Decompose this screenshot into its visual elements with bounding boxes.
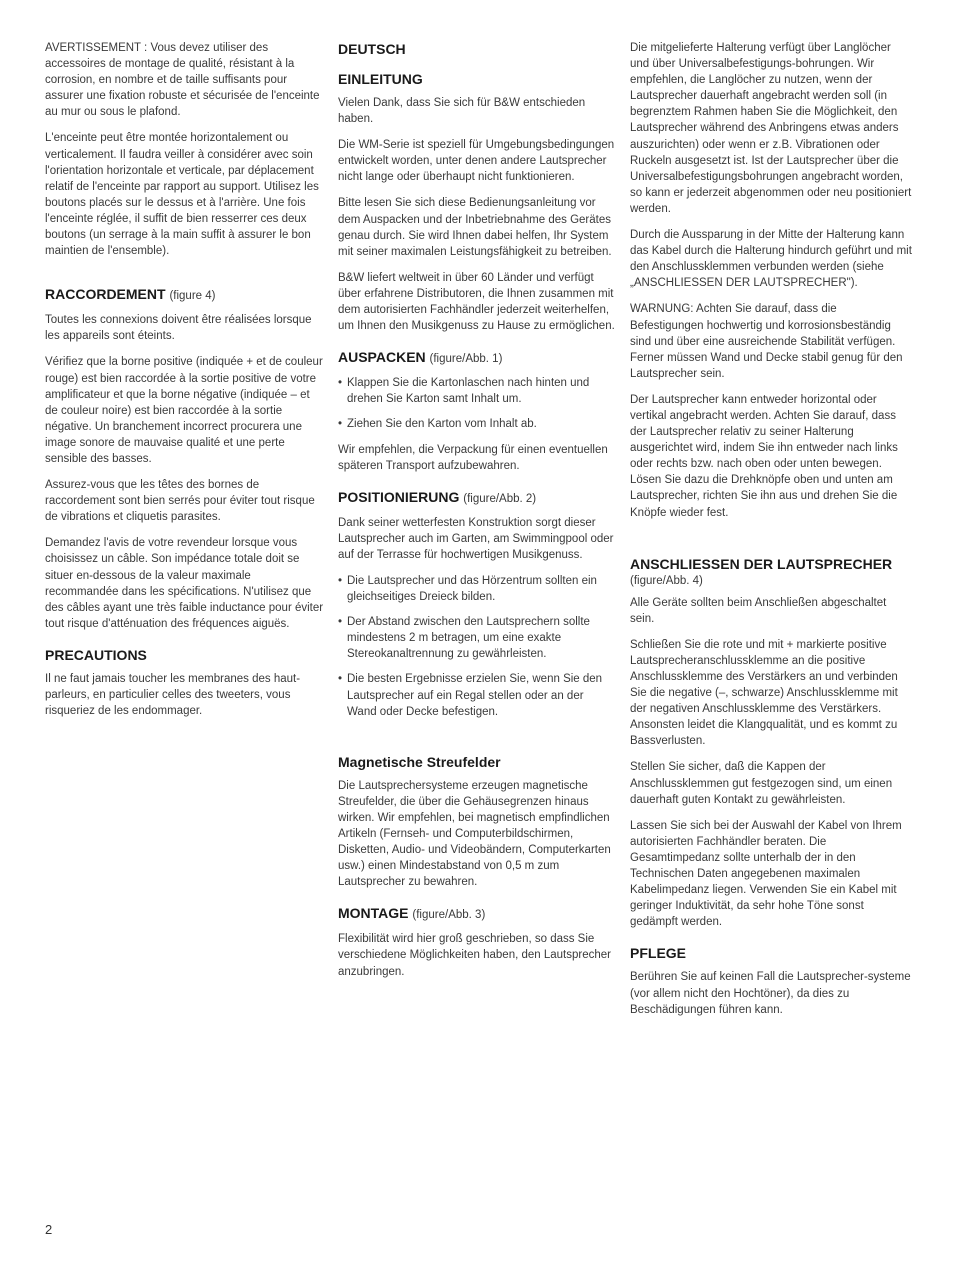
page-number: 2 [45, 1222, 53, 1237]
bullet-icon: • [338, 574, 343, 587]
bullet-icon: • [338, 616, 343, 629]
raccordement-heading: RACCORDEMENT (figure 4) [45, 286, 216, 303]
mounting-paragraph: L'enceinte peut être montée horizontalement ou verticalement. Il faudra veiller à considérer avec soin l'orientation horizontale et verticale, par déplacement relatif de l'enceinte par rapport au support. Utilisez les boutons placés sur le dessus et à l'arrière. Une fois l'enceinte réglée, il suffit de bien resserrer ces deux boutons (un serrage à la main suffit à assurer le bon maintien de l'ensemble). [45, 132, 319, 258]
list-item: • Der Abstand zwischen den Lautsprechern sollte mindestens 2 m betragen, um eine exakte Stereokanaltrennung zu gewährleisten. [338, 616, 590, 661]
paragraph: Die mitgelieferte Halterung verfügt über Langlöcher und über Universalbefestigungs-bohrungen. Wir empfehlen, die Langlöcher zu nutzen, wenn der Lautsprecher dauerhaft angebracht werden soll (in begrenztem Rahmen haben Sie die Möglichkeit, den Lautsprecher während des Anbringens etwas anders auszurichten) oder wenn er z.B. Vibrationen oder Ruckeln ausgesetzt ist. Ist der Lautsprecher über die Universalbefestigungsbohrungen angebracht worden, so kann er jederzeit abgenommen oder neu positioniert werden. [630, 42, 912, 215]
paragraph: Stellen Sie sicher, daß die Kappen der Anschlussklemmen gut festgezogen sind, um einen dauerhaft guten Kontakt zu gewährleisten. [630, 761, 893, 806]
bullet-icon: • [338, 673, 343, 686]
language-heading: DEUTSCH [338, 41, 406, 57]
paragraph: Dank seiner wetterfesten Konstruktion sorgt dieser Lautsprecher auch im Garten, am Swimmingpool oder auf der Terrasse für hochwertigen Musikgenuss. [338, 516, 614, 561]
figure-ref: (figure/Abb. 3) [412, 909, 486, 922]
paragraph: Vérifiez que la borne positive (indiquée + et de couleur rouge) est bien raccordée à la sortie positive de votre amplificateur et que la borne négative (indiquée – et de couleur noire) est bien raccordée à la sortie négative. Un branchement incorrect procurera une image sonore de mauvaise qualité et une perte sensible des basses. [45, 356, 323, 465]
paragraph: Flexibilität wird hier groß geschrieben, so dass Sie verschiedene Möglichkeiten haben, den Lautsprecher anzubringen. [338, 933, 611, 978]
positionierung-heading: POSITIONIERUNG (figure/Abb. 2) [338, 488, 537, 505]
paragraph: Bitte lesen Sie sich diese Bedienungsanleitung vor dem Auspacken und der Inbetriebnahme des Gerätes genau durch. Sie wird Ihnen dabei helfen, Ihr System mit seiner maximalen Leistungsfähigkeit zu betreiben. [338, 197, 612, 258]
bullet-icon: • [338, 418, 343, 431]
montage-heading: MONTAGE (figure/Abb. 3) [338, 905, 486, 922]
auspacken-list [338, 375, 616, 432]
paragraph: Die Lautsprechersysteme erzeugen magnetische Streufelder, die über die Gehäusegrenzen hinaus wirken. Wir empfehlen, bei magnetisch empfindlichen Artikeln (Fernseh- und Computerbildschirmen, Disketten, Audio- und Videobändern, Computerkarten usw.) einen Mindestabstand von 0,5 m zum Lautsprecher zu bewahren. [338, 779, 611, 889]
paragraph: Der Lautsprecher kann entweder horizontal oder vertikal angebracht werden. Achten Sie darauf, dass der Lautsprecher relativ zu seiner Halterung ausgerichtet wird, indem Sie ihn entweder nach links oder rechts bzw. nach oben oder unten bewegen. Lösen Sie dazu die Drehknöpfe oben und unten am Lautsprecher, richten Sie ihn aus und drehen Sie die Knöpfe wieder fest. [630, 393, 898, 519]
paragraph: Demandez l'avis de votre revendeur lorsque vous choisissez un câble. Son impédance totale doit se situer en-dessous de la valeur maximale recommandée dans les spécifications. N'utilisez que des câbles ayant une très faible inductance pour éviter tout risque d'atténuation des fréquences aiguës. [45, 537, 324, 630]
warning-paragraph: AVERTISSEMENT : Vous devez utiliser des accessoires de montage de qualité, résistant à la corrosion, en nombre et de taille suffisants pour assurer une fixation robuste et sécurisée de l'enceinte au mur ou sous le plafond. [45, 42, 320, 119]
column-german-1 [338, 40, 616, 990]
pflege-heading: PFLEGE [630, 945, 687, 962]
paragraph: Berühren Sie auf keinen Fall die Lautsprecher-systeme (vor allem nicht den Hochtöner), da dies zu Beschädigungen führen kann. [630, 971, 911, 1016]
paragraph: Durch die Aussparung in der Mitte der Halterung kann das Kabel durch die Halterung hindurch geführt und mit den Anschlussklemmen verbunden werden (siehe „ANSCHLIESSEN DER LAUTSPRECHER"). [630, 229, 912, 290]
column-french [45, 40, 325, 729]
paragraph: Alle Geräte sollten beim Anschließen abgeschaltet sein. [630, 596, 887, 625]
figure-ref: (figure/Abb. 4) [630, 574, 703, 587]
einleitung-heading: EINLEITUNG [338, 71, 423, 87]
figure-ref: (figure/Abb. 1) [429, 353, 503, 366]
paragraph: Wir empfehlen, die Verpackung für einen eventuellen späteren Transport aufzubewahren. [338, 443, 608, 472]
paragraph: Il ne faut jamais toucher les membranes des haut-parleurs, en particulier celles des tweeters, vous risqueriez de les endommager. [45, 672, 301, 718]
paragraph: Schließen Sie die rote und mit + markierte positive Lautsprecheranschlussklemme an die positive Anschlussklemme des Verstärkers an und verbinden Sie die negative (–, schwarze) Anschlussklemme mit der negativen Anschlussklemme des Verstärkers. Ansonsten leidet die Klangqualität, und es kommt zu Bassverlusten. [630, 638, 898, 748]
list-item: • Die besten Ergebnisse erzielen Sie, wenn Sie den Lautsprecher auf ein Regal stellen oder an der Wand oder Decke befestigen. [338, 673, 603, 718]
anschliessen-heading: ANSCHLIESSEN DER LAUTSPRECHER (figure/Abb. 4) [630, 555, 912, 589]
precautions-heading: PRECAUTIONS [45, 646, 147, 663]
paragraph: WARNUNG: Achten Sie darauf, dass die Befestigungen hochwertig und korrosionsbeständig sind und über eine ausreichende Stabilität verfügen. Ferner müssen Wand und Decke stabil genug für den Lautsprecher sein. [630, 303, 903, 380]
paragraph: Assurez-vous que les têtes des bornes de raccordement sont bien serrés pour éviter tout risque de vibrations et cliquetis parasites. [45, 479, 315, 524]
list-item: • Klappen Sie die Kartonlaschen nach hinten und drehen Sie Karton samt Inhalt um. [338, 377, 590, 406]
figure-ref: (figure 4) [169, 290, 216, 303]
paragraph: Lassen Sie sich bei der Auswahl der Kabel von Ihrem autorisierten Fachhändler beraten. Die Gesamtimpedanz sollte unterhalb der in den Technischen Daten angegebenen maximalen Kabelimpedanz liegen. Verwenden Sie ein Kabel mit geringer Induktivität, da sehr hohe Töne sonst gedämpft werden. [630, 819, 902, 929]
paragraph: Vielen Dank, dass Sie sich für B&W entschieden haben. [338, 97, 586, 126]
paragraph: Toutes les connexions doivent être réalisées lorsque les appareils sont éteints. [45, 314, 312, 343]
list-item: • Ziehen Sie den Karton vom Inhalt ab. [338, 416, 616, 432]
paragraph: Die WM-Serie ist speziell für Umgebungsbedingungen entwickelt worden, unter denen andere Lautsprecher nicht lange oder überhaupt nicht funktionieren. [338, 139, 615, 184]
paragraph: B&W liefert weltweit in über 60 Länder und verfügt über erfahrene Distributoren, die Ihnen zusammen mit dem autorisierten Fachhändler jederzeit weiterhelfen, um Ihnen den Musikgenuss zu Hause zu ermöglichen. [338, 271, 615, 333]
bullet-icon: • [338, 377, 343, 390]
figure-ref: (figure/Abb. 2) [463, 492, 537, 505]
column-german-2 [630, 40, 912, 1028]
auspacken-heading: AUSPACKEN (figure/Abb. 1) [338, 349, 503, 366]
list-item: • Die Lautsprecher und das Hörzentrum sollten ein gleichseitiges Dreieck bilden. [338, 574, 597, 604]
positionierung-list [338, 573, 616, 720]
magnetische-heading: Magnetische Streufelder [338, 753, 501, 770]
